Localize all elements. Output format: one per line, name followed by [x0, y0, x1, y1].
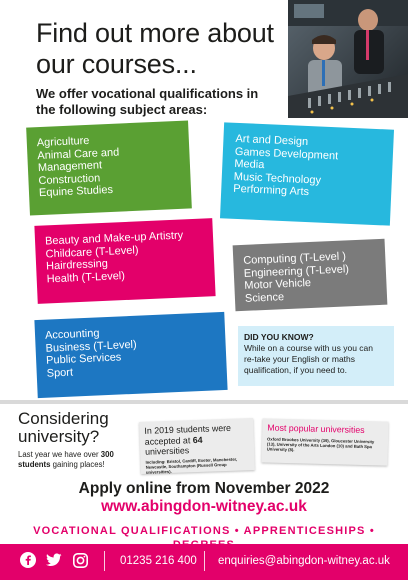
did-you-know-box: [238, 326, 394, 386]
headline-line-2: our courses...: [36, 49, 197, 79]
university-heading-line-1: Considering: [18, 409, 109, 428]
subject-item: Equine Studies: [38, 184, 114, 200]
facebook-icon[interactable]: [20, 552, 36, 568]
apply-heading: Apply online from November 2022: [78, 480, 330, 497]
university-note-suffix: gaining places!: [50, 460, 105, 469]
stat-prefix: accepted at: [144, 434, 193, 447]
stat-suffix: universities: [144, 445, 190, 457]
subject-item: Construction: [38, 172, 101, 187]
subject-card-computing: [233, 239, 388, 312]
headline: [36, 18, 296, 80]
intro-line-1: We offer vocational qualifications in: [36, 86, 259, 101]
university-note-number: 300: [100, 450, 114, 459]
did-you-know-line: qualification, if you need to.: [244, 365, 348, 375]
university-heading-line-2: university?: [18, 427, 100, 446]
popular-universities-title: Most popular universities: [267, 422, 365, 436]
subject-item: Health (T-Level): [46, 269, 126, 286]
did-you-know-title: DID YOU KNOW?: [244, 332, 314, 342]
popular-universities-card: [261, 418, 388, 465]
intro-text: [36, 86, 286, 117]
subject-item: Science: [244, 290, 285, 305]
subject-item: Hairdressing: [45, 257, 109, 273]
intro-line-2: the following subject areas:: [36, 101, 208, 117]
footer-divider: [104, 551, 105, 571]
section-divider: [0, 400, 408, 404]
university-note-students: students: [18, 460, 51, 469]
did-you-know-line: While on a course with us you can: [244, 343, 373, 353]
tagline: VOCATIONAL QUALIFICATIONS • APPRENTICESHIPS •: [33, 525, 375, 537]
stat-number: 64: [192, 434, 203, 445]
subject-item: Media: [234, 158, 265, 172]
twitter-icon[interactable]: [46, 552, 62, 568]
subject-item: Animal Care and: [37, 146, 120, 162]
subject-item: Motor Vehicle: [244, 277, 312, 293]
headline-line-1: Find out more about: [36, 18, 274, 48]
subject-item: Games Development: [234, 145, 339, 162]
subject-item: Public Services: [45, 351, 122, 367]
university-note-prefix: Last year we have over: [18, 450, 101, 459]
subject-item: Agriculture: [36, 134, 90, 150]
subject-item: Accounting: [44, 327, 100, 342]
subject-item: Performing Arts: [233, 183, 310, 199]
university-heading: [18, 410, 128, 446]
music-studio-photo: [288, 0, 408, 118]
subject-card-art: [220, 122, 394, 225]
subject-card-agriculture: [26, 121, 192, 216]
university-stat-card: [139, 418, 255, 474]
footer-bar: [0, 544, 408, 580]
subject-item: Business (T-Level): [45, 338, 137, 355]
subject-card-beauty: [34, 218, 215, 304]
phone-number[interactable]: 01235 216 400: [120, 555, 197, 567]
website-link[interactable]: www.abingdon-witney.ac.uk: [101, 498, 307, 515]
email-address[interactable]: enquiries@abingdon-witney.ac.uk: [218, 555, 390, 567]
subject-item: Childcare (T-Level): [45, 244, 139, 261]
subject-item: Management: [37, 159, 103, 175]
subject-item: Engineering (T-Level): [243, 262, 350, 280]
stat-small-print: Including: Bristol, Cardiff, Exeter, Manchester, Newcastle, Southampton (Russell Group universities).: [145, 456, 238, 475]
stat-line-2: [145, 433, 250, 458]
subject-item: Computing (T-Level ): [243, 250, 347, 267]
footer-divider: [204, 551, 205, 571]
instagram-icon[interactable]: [72, 552, 88, 568]
subject-card-business: [34, 312, 227, 398]
subject-item: Art and Design: [235, 132, 309, 149]
subject-item: Music Technology: [233, 170, 322, 187]
did-you-know-line: re-take your English or maths: [244, 354, 356, 364]
subject-item: Beauty and Make-up Artistry: [44, 229, 184, 248]
subject-item: Sport: [46, 366, 74, 380]
university-note: [18, 450, 130, 470]
stat-line-1: In 2019 students were: [144, 422, 232, 436]
popular-universities-list: Oxford Brookes University (39), Gloucester University (13), University of the Arts London (10) and Bath Spa University (8).: [266, 436, 375, 453]
